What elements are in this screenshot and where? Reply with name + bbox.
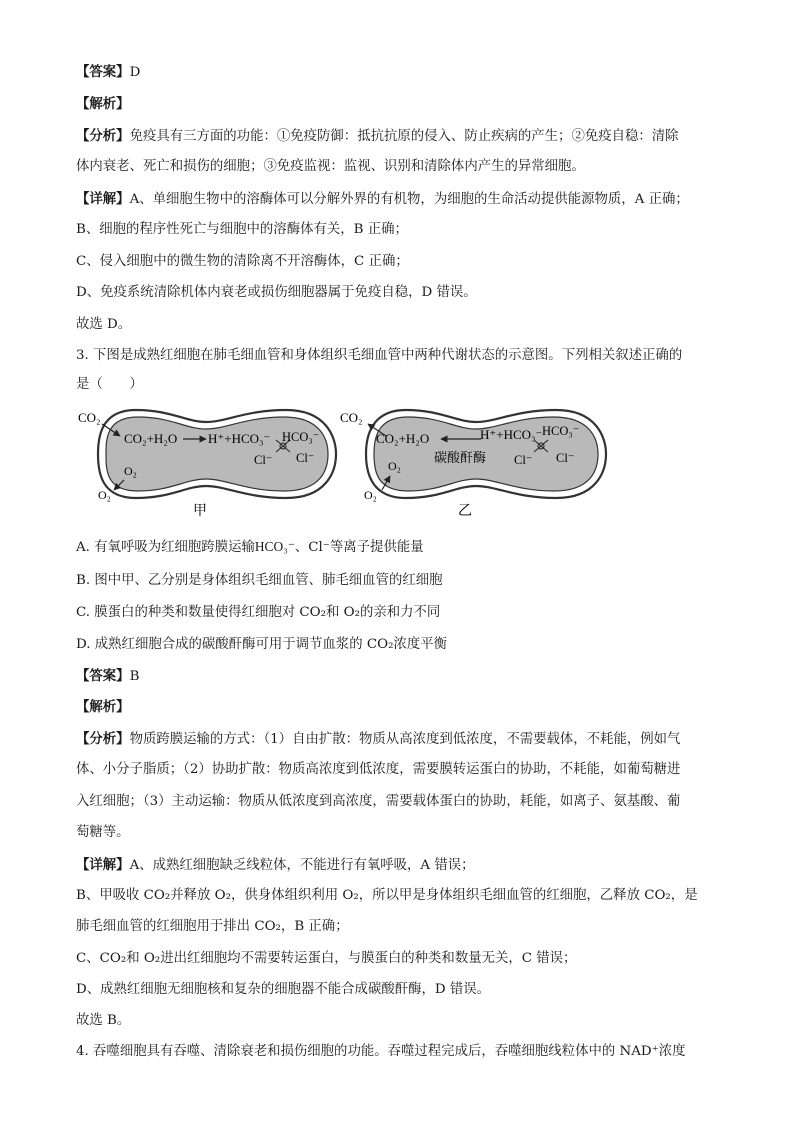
xiangjie-a: A、成熟红细胞缺乏线粒体，不能进行有氧呼吸，A 错误；	[129, 858, 475, 873]
yi-o2-outside: O₂	[364, 488, 377, 502]
jia-hco3-outside: HCO₃⁻	[282, 430, 320, 444]
fenxi-text: 物质跨膜运输的方式：（1）自由扩散：物质从高浓度到低浓度，不需要载体，不耗能，例如气	[129, 732, 681, 747]
jia-cl-outside: Cl⁻	[296, 451, 315, 465]
q3-xiangjie-line-a	[76, 856, 475, 875]
fenxi-tag: 【分析】	[76, 731, 130, 747]
q2-choose-line: 故选 D。	[76, 317, 132, 332]
q2-fenxi-line-2: 体内衰老、死亡和损伤的细胞；③免疫监视：监视、识别和清除体内产生的异常细胞。	[76, 159, 585, 174]
yi-cl-inside: Cl⁻	[514, 453, 533, 467]
jia-o2-outside: O₂	[98, 488, 111, 502]
q3-stem-line-1: 3. 下图是成熟红细胞在肺毛细血管和身体组织毛细血管中两种代谢状态的示意图。下列相关叙述正确的	[76, 348, 683, 363]
xiangjie-tag: 【详解】	[76, 191, 130, 207]
jia-cl-inside: Cl⁻	[254, 453, 273, 467]
q3-xiangjie-line-c: C、CO₂和 O₂进出红细胞均不需要转运蛋白，与膜蛋白的种类和数量无关，C 错误；	[76, 951, 577, 966]
q2-xiangjie-line-b: B、细胞的程序性死亡与细胞中的溶酶体有关，B 正确；	[76, 222, 408, 237]
q3-option-b: B. 图中甲、乙分别是身体组织毛细血管、肺毛细血管的红细胞	[76, 573, 443, 588]
option-a-post: 、Cl⁻等离子提供能量	[294, 540, 424, 555]
yi-enzyme: 碳酸酐酶	[434, 451, 487, 466]
option-a-pre: A. 有氧呼吸为红细胞跨膜运输	[76, 540, 255, 555]
cell-yi	[340, 410, 606, 519]
analysis-tag: 【解析】	[76, 699, 130, 715]
yi-hco3-outside: HCO₃⁻	[542, 424, 580, 438]
jia-o2-inside: O₂	[124, 464, 137, 478]
q3-option-c: C. 膜蛋白的种类和数量使得红细胞对 CO₂和 O₂的亲和力不同	[76, 605, 441, 620]
q2-xiangjie-line-c: C、侵入细胞中的微生物的清除离不开溶酶体，C 正确；	[76, 254, 409, 269]
q4-stem-line-1: 4. 吞噬细胞具有吞噬、清除衰老和损伤细胞的功能。吞噬过程完成后，吞噬细胞线粒体中的 NAD⁺浓度	[76, 1044, 686, 1059]
jia-h-hco3: H⁺+HCO₃⁻	[208, 431, 271, 446]
red-blood-cell-figure	[76, 402, 636, 527]
xiangjie-tag: 【详解】	[76, 857, 130, 873]
yi-o2-inside: O₂	[388, 459, 401, 473]
answer-value: B	[129, 669, 140, 684]
answer-tag: 【答案】	[76, 668, 130, 684]
yi-co2-outside: CO₂	[340, 410, 363, 425]
q3-fenxi-line-1	[76, 730, 680, 749]
answer-tag: 【答案】	[76, 64, 130, 80]
fenxi-tag: 【分析】	[76, 128, 130, 144]
yi-h-hco3: H⁺+HCO₃⁻	[480, 427, 543, 442]
q2-xiangjie-line-d: D、免疫系统清除机体内衰老或损伤细胞器属于免疫自稳，D 错误。	[76, 285, 477, 300]
analysis-tag: 【解析】	[76, 96, 130, 112]
yi-reaction-left: CO₂+H₂O	[376, 431, 430, 446]
label-yi: 乙	[458, 503, 472, 519]
q2-answer-line	[76, 63, 140, 82]
q3-xiangjie-line-d: D、成熟红细胞无细胞核和复杂的细胞器不能合成碳酸酐酶，D 错误。	[76, 982, 491, 997]
jia-co2-outside: CO₂	[78, 410, 101, 425]
answer-value: D	[129, 65, 141, 80]
q3-answer-line	[76, 667, 139, 686]
q3-xiangjie-line-b2: 肺毛细血管的红细胞用于排出 CO₂，B 正确；	[76, 919, 349, 934]
jia-reaction-left: CO₂+H₂O	[124, 431, 178, 446]
q2-analysis-heading	[76, 95, 130, 114]
cell-jia	[78, 410, 336, 519]
q3-analysis-heading	[76, 698, 130, 717]
q3-option-d: D. 成熟红细胞合成的碳酸酐酶可用于调节血浆的 CO₂浓度平衡	[76, 637, 447, 652]
yi-cl-outside: Cl⁻	[556, 451, 575, 465]
xiangjie-a: A、单细胞生物中的溶酶体可以分解外界的有机物，为细胞的生命活动提供能源物质，A 正确；	[129, 192, 689, 207]
q3-fenxi-line-2: 体、小分子脂质；（2）协助扩散：物质高浓度到低浓度，需要膜转运蛋白的协助，不耗能，如葡萄糖进	[76, 762, 681, 777]
q3-choose-line: 故选 B。	[76, 1013, 131, 1028]
q3-stem-line-2: 是（ ）	[76, 377, 143, 392]
q2-fenxi-line-1	[76, 127, 679, 146]
q3-option-a	[76, 538, 424, 557]
option-a-ion: HCO₃⁻	[254, 539, 295, 554]
fenxi-text: 免疫具有三方面的功能：①免疫防御：抵抗抗原的侵入、防止疾病的产生；②免疫自稳：清除	[129, 129, 679, 144]
label-jia: 甲	[193, 503, 207, 519]
q3-xiangjie-line-b1: B、甲吸收 CO₂并释放 O₂，供身体组织利用 O₂，所以甲是身体组织毛细血管的红细胞，乙释放 CO₂，是	[76, 888, 698, 903]
q2-xiangjie-line-a	[76, 190, 689, 209]
q3-fenxi-line-3: 入红细胞；（3）主动运输：物质从低浓度到高浓度，需要载体蛋白的协助，耗能，如离子、氨基酸、葡	[76, 794, 681, 809]
q3-fenxi-line-4: 萄糖等。	[76, 825, 130, 840]
